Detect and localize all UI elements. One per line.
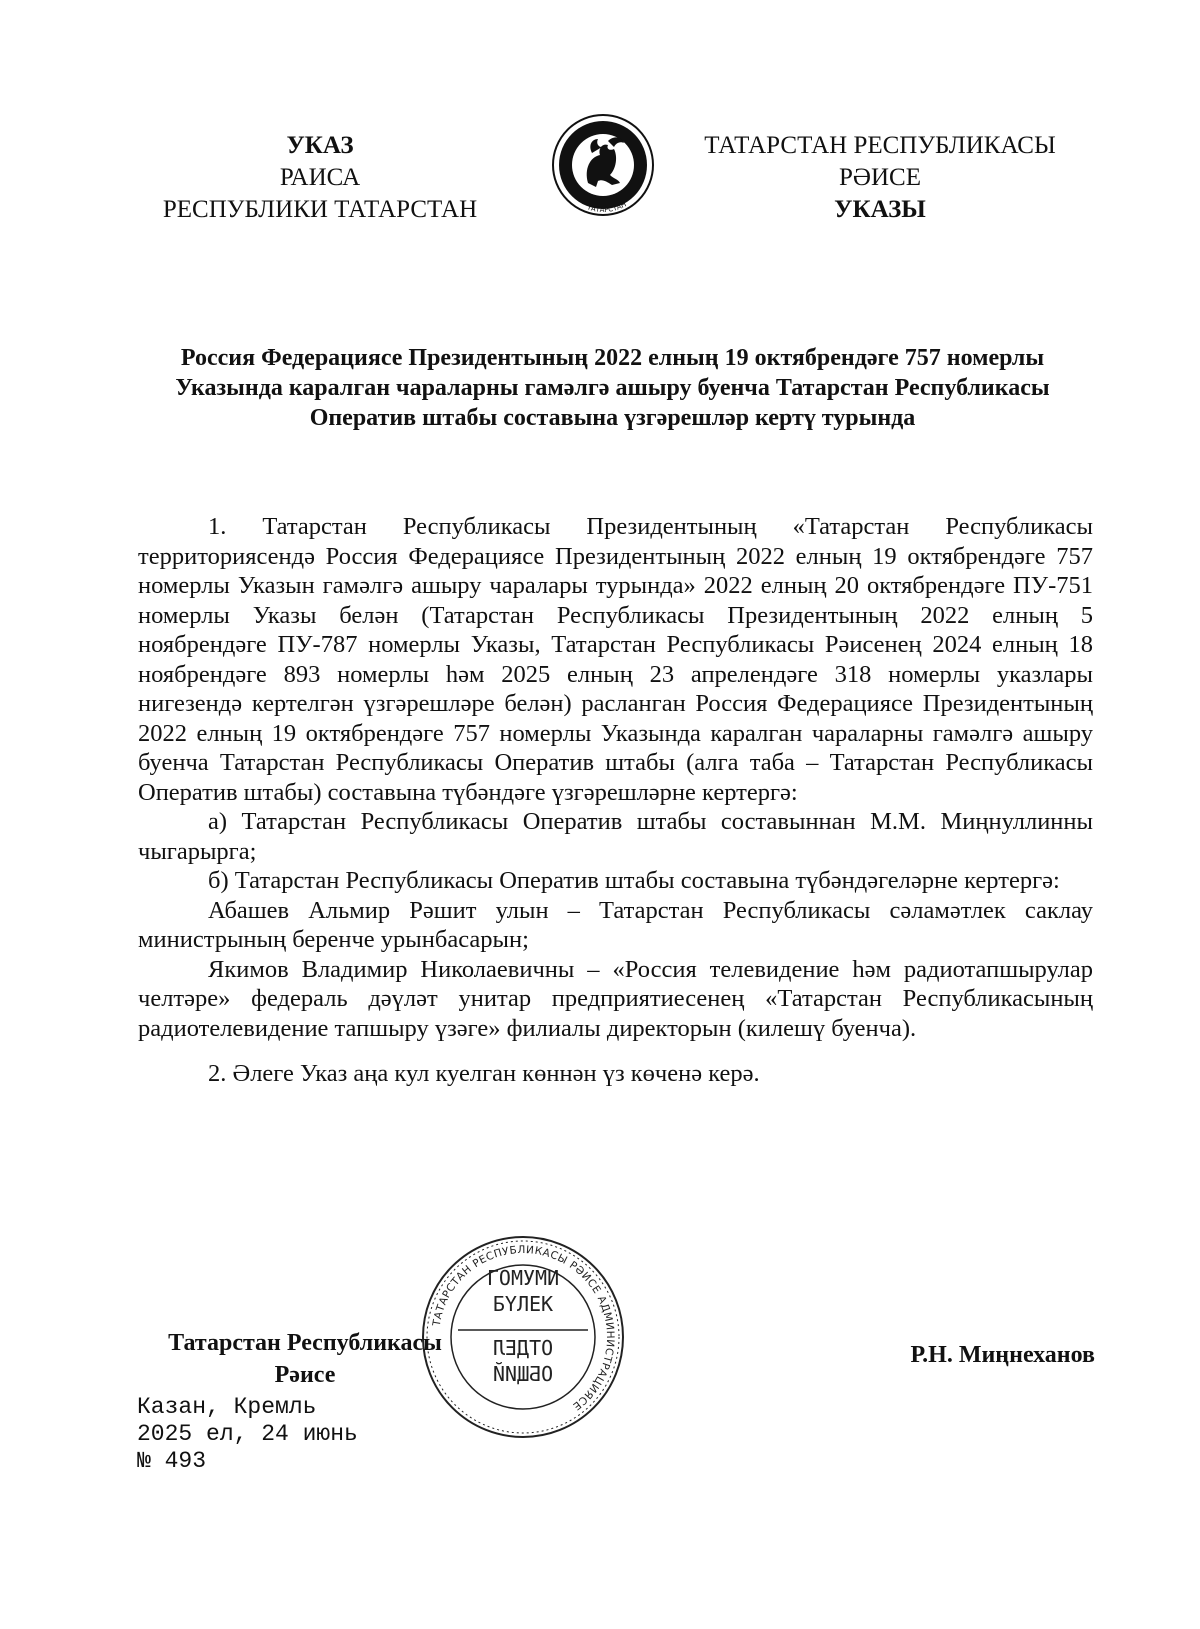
paragraph-1: 1. Татарстан Республикасы Президентының «Татарстан Республикасы территориясендә Россия Федерациясе Президентының 2022 елның 19 октябрендәге 757 номерлы Указын гамәлгә ашыру чаралары турында» 2022 елның 20 октябрендәге ПУ-751 номерлы Указы белән (Татарстан Республикасы Президентының 2022 елның 5 ноябрендәге ПУ-787 номерлы Указы, Татарстан Республикасы Рәисенең 2024 елның 18 ноябрендәге 893 номерлы һәм 2025 елның 23 апрелендәге 318 номерлы указлары нигезендә кертелгән үзгәрешләре белән) расланган Россия Федерациясе Президентының 2022 елның 19 октябрендәге 757 номерлы Указында каралган чараларны гамәлгә ашыру буенча Татарстан Республикасы Оператив штабы (алга таба – Татарстан Республикасы Оператив штабы) составына түбәндәге үзгәрешләрне кертергә: [138,513,1093,806]
header-left [130,130,510,226]
stamp-line1: ГОМУМИ [486,1266,560,1290]
stamp-line4: ОБЩИЙ [492,1362,554,1386]
stamp-ring-text: ТАТАРСТАН РЕСПУБЛИКАСЫ РӘИСЕ АДМИНИСТРАЦИЯСЕ [430,1243,617,1413]
header-left-line2: РАИСА [279,164,361,191]
stamp-line2: БҮЛЕК [492,1292,554,1316]
decree-title: Россия Федерациясе Президентының 2022 елның 19 октябрендәге 757 номерлы Указында каралган чараларны гамәлгә ашыру буенча Татарстан Республикасы Оператив штабы составына үзгәрешләр кертү турында [175,345,1050,431]
footer-place: Казан, Кремль [137,1394,317,1420]
paragraph-1b: б) Татарстан Республикасы Оператив штабы составына түбәндәгеләрне кертергә: [208,867,1060,894]
tatarstan-emblem-icon [548,113,658,219]
signatory-title-line1: Татарстан Республикасы [168,1330,442,1356]
header-right-line1: ТАТАРСТАН РЕСПУБЛИКАСЫ [704,132,1056,159]
signatory-title [135,1327,475,1391]
header-right [665,130,1095,226]
stamp-line3: ОТДЕЛ [492,1336,554,1360]
paragraph-yakimov: Якимов Владимир Николаевичны – «Россия телевидение һәм радиотапшырулар челтәре» федераль дәүләт унитар предприятиесенең «Татарстан Республикасының радиотелевидение тапшыру үзәге» филиалы директорын (килешү буенча). [138,955,1093,1042]
header-right-line2: РӘИСЕ [839,164,921,191]
footer-number: № 493 [137,1448,207,1474]
header-left-line3: РЕСПУБЛИКИ ТАТАРСТАН [162,196,478,223]
signatory-title-line2: Рәисе [274,1362,336,1388]
paragraph-abashev: Абашев Альмир Рәшит улын – Татарстан Республикасы сәламәтлек саклау министрының беренче урынбасарын; [138,896,1093,953]
paragraph-2: 2. Әлеге Указ аңа кул куелган көннән үз көченә керә. [208,1060,760,1087]
paragraph-1a: а) Татарстан Республикасы Оператив штабы составыннан М.М. Миңнуллинны чыгарырга; [138,808,1093,865]
signatory-name: Р.Н. Миңнеханов [910,1342,1095,1368]
footer-date: 2025 ел, 24 июнь [137,1421,358,1447]
emblem-label: ТАТАРСТАН [586,200,628,215]
header-left-line1: УКАЗ [286,132,354,159]
header-right-line3: УКАЗЫ [834,196,926,223]
decree-body [138,512,1093,1089]
decree-footer [137,1394,358,1475]
